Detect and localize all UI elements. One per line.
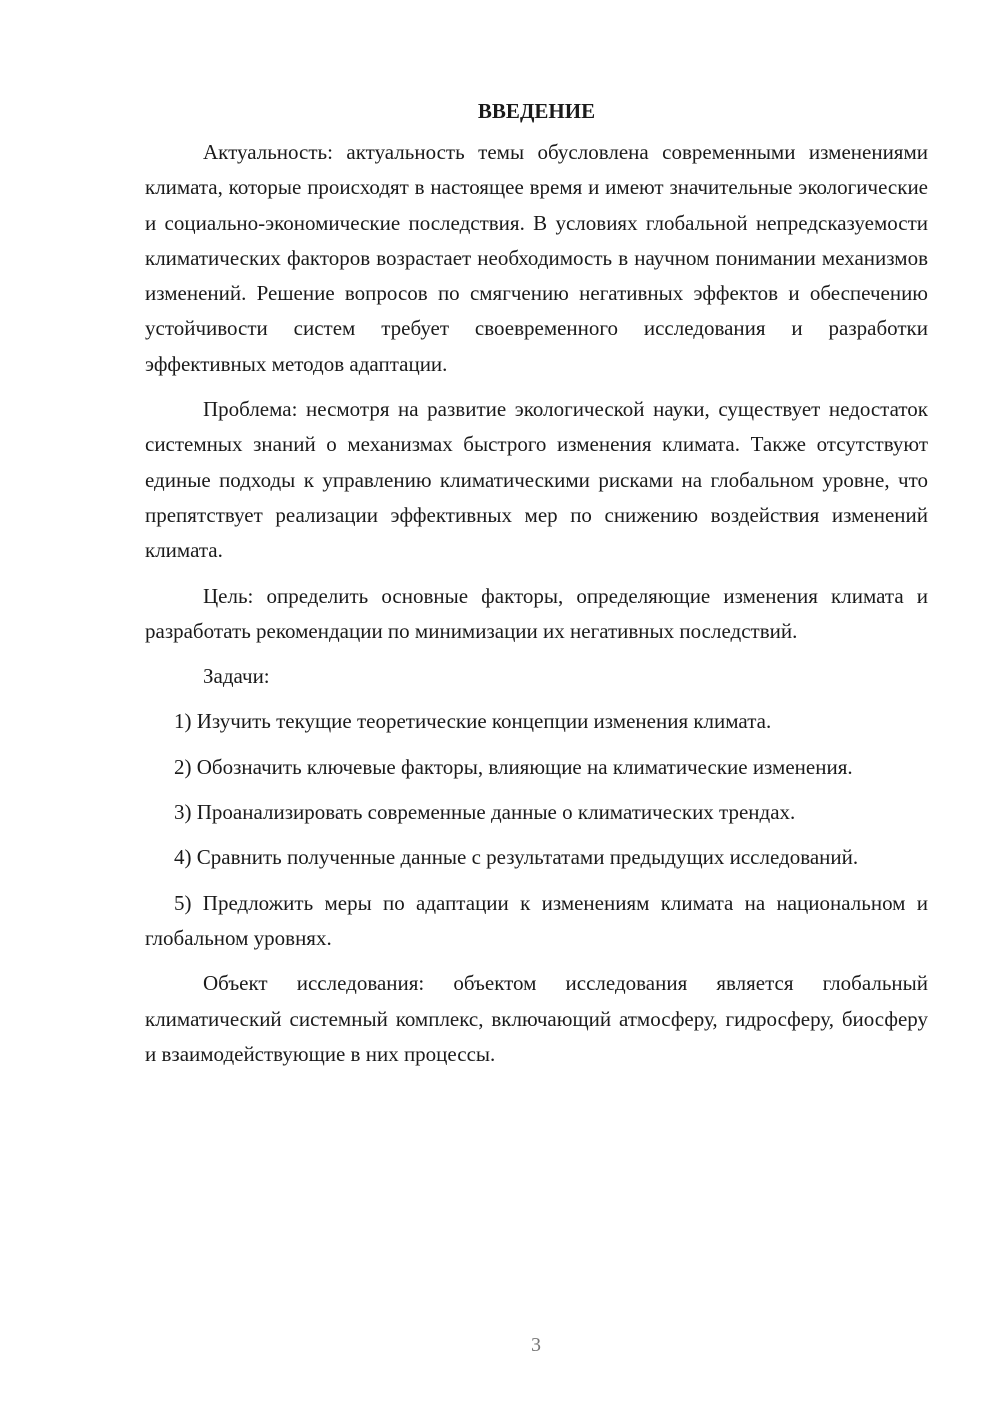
paragraph-tasks-label: Задачи: (203, 664, 270, 689)
page-content (145, 95, 928, 1082)
page-number: 3 (531, 1334, 541, 1356)
task-item-2: 2) Обозначить ключевые факторы, влияющие на климатические изменения. (174, 754, 853, 779)
section-heading: ВВЕДЕНИЕ (477, 99, 596, 123)
task-item-4: 4) Сравнить полученные данные с результатами предыдущих исследований. (174, 845, 859, 870)
paragraph-problem: Проблема: несмотря на развитие экологической науки, существует недостаток системных знаний о механизмах быстрого изменения климата. Также отсутствуют единые подходы к управлению климатическими рисками на глобальном уровне, что препятствует реализации эффективных мер по снижению воздействия изменений климата. (145, 397, 928, 563)
paragraph-object: Объект исследования: объектом исследования является глобальный климатический системный комплекс, включающий атмосферу, гидросферу, биосферу и взаимодействующие в них процессы. (145, 971, 928, 1066)
task-item-1: 1) Изучить текущие теоретические концепции изменения климата. (174, 709, 772, 734)
paragraph-relevance: Актуальность: актуальность темы обусловлена современными изменениями климата, которые происходят в настоящее время и имеют значительные экологические и социально-экономические последствия. В условиях глобальной непредсказуемости климатических факторов возрастает необходимость в научном понимании механизмов изменений. Решение вопросов по смягчению негативных эффектов и обеспечению устойчивости систем требует своевременного исследования и разработки эффективных методов адаптации. (145, 140, 928, 376)
task-item-5: 5) Предложить меры по адаптации к изменениям климата на национальном и глобальном уровнях. (145, 890, 928, 950)
task-item-3: 3) Проанализировать современные данные о климатических трендах. (174, 800, 796, 825)
paragraph-goal: Цель: определить основные факторы, определяющие изменения климата и разработать рекомендации по минимизации их негативных последствий. (145, 583, 928, 643)
